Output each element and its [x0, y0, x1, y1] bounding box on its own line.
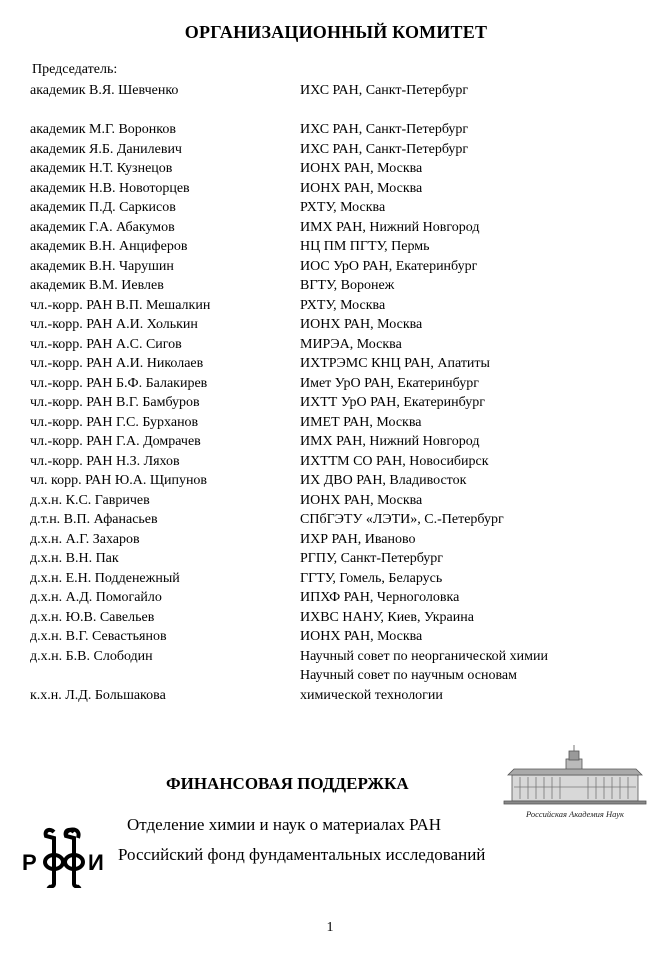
- member-name: д.т.н. В.П. Афанасьев: [30, 512, 158, 527]
- member-row: [0, 354, 672, 373]
- member-organization: ВГТУ, Воронеж: [300, 278, 395, 293]
- member-name: чл.-корр. РАН В.Г. Бамбуров: [30, 395, 200, 410]
- member-organization: ИОНХ РАН, Москва: [300, 629, 423, 644]
- member-organization: ИОНХ РАН, Москва: [300, 161, 423, 176]
- member-organization: МИРЭА, Москва: [300, 336, 402, 352]
- member-name: чл.-корр. РАН А.С. Сигов: [30, 336, 182, 352]
- member-name: академик Г.А. Абакумов: [30, 219, 175, 235]
- member-organization: РХТУ, Москва: [300, 200, 386, 215]
- member-name: д.х.н. К.С. Гавричев: [30, 492, 150, 508]
- member-name: д.х.н. В.Г. Севастьянов: [30, 629, 167, 644]
- member-name: академик В.М. Иевлев: [30, 278, 164, 293]
- member-name: чл.-корр. РАН А.И. Холькин: [30, 317, 198, 332]
- member-organization: НЦ ПМ ПГТУ, Пермь: [300, 239, 430, 254]
- member-organization: ИХТТМ СО РАН, Новосибирск: [300, 453, 489, 469]
- member-row: [0, 120, 672, 139]
- member-row: [0, 608, 672, 627]
- member-name: чл.-корр. РАН Б.Ф. Балакирев: [30, 375, 208, 391]
- member-row: [0, 257, 672, 276]
- rffi-logo-letter-r: Р: [22, 850, 37, 875]
- member-name: чл.-корр. РАН Н.З. Ляхов: [30, 453, 180, 469]
- member-name: чл.-корр. РАН Г.А. Домрачев: [30, 434, 201, 449]
- member-row: [0, 549, 672, 568]
- ran-logo-script: Российская Академия Наук: [526, 809, 624, 819]
- member-row: [0, 140, 672, 159]
- member-row: [0, 471, 672, 490]
- financial-support-rffi: Российский фонд фундаментальных исследований: [118, 845, 486, 864]
- member-organization: ИХС РАН, Санкт-Петербург: [300, 122, 469, 137]
- financial-support-ran: Отделение химии и наук о материалах РАН: [127, 815, 442, 834]
- member-name: д.х.н. Б.В. Слободин: [30, 648, 153, 664]
- member-organization: ИХС РАН, Санкт-Петербург: [300, 141, 469, 157]
- member-organization: ИХТТ УрО РАН, Екатеринбург: [300, 395, 485, 410]
- member-organization: Научный совет по научным основам: [300, 668, 517, 683]
- member-organization: ИХ ДВО РАН, Владивосток: [300, 473, 467, 488]
- member-row: [0, 374, 672, 393]
- member-organization: ИМХ РАН, Нижний Новгород: [300, 434, 480, 449]
- member-row: [0, 198, 672, 217]
- member-row: [0, 686, 672, 705]
- member-name: д.х.н. Ю.В. Савельев: [30, 609, 155, 625]
- financial-support-title: ФИНАНСОВАЯ ПОДДЕРЖКА: [166, 774, 409, 793]
- chair-label: Председатель:: [32, 62, 118, 77]
- member-name: академик В.Н. Анциферов: [30, 239, 188, 254]
- member-row: [0, 413, 672, 432]
- member-name: к.х.н. Л.Д. Большакова: [30, 687, 166, 703]
- member-row: [0, 179, 672, 198]
- member-name: академик Н.Т. Кузнецов: [30, 161, 173, 176]
- member-row: [0, 218, 672, 237]
- member-organization: Научный совет по неорганической химии: [300, 648, 548, 664]
- member-name: чл.-корр. РАН Г.С. Бурханов: [30, 414, 199, 430]
- member-organization: ИХВС НАНУ, Киев, Украина: [300, 609, 474, 625]
- member-name: д.х.н. В.Н. Пак: [30, 551, 119, 566]
- member-row: [0, 510, 672, 529]
- member-name: академик В.Н. Чарушин: [30, 258, 174, 274]
- member-organization: ИОС УрО РАН, Екатеринбург: [300, 258, 478, 274]
- member-organization: ИМЕТ РАН, Москва: [300, 414, 422, 430]
- member-name: академик М.Г. Воронков: [30, 122, 177, 137]
- member-name: академик Я.Б. Данилевич: [30, 141, 182, 157]
- member-row: [0, 237, 672, 256]
- member-row: [0, 432, 672, 451]
- member-row: [0, 335, 672, 354]
- member-organization: ИОНХ РАН, Москва: [300, 317, 423, 332]
- member-organization: Имет УрО РАН, Екатеринбург: [300, 375, 479, 391]
- member-row: [0, 159, 672, 178]
- committee-title: ОРГАНИЗАЦИОННЫЙ КОМИТЕТ: [184, 22, 488, 42]
- member-row: [0, 627, 672, 646]
- member-organization: ГГТУ, Гомель, Беларусь: [300, 570, 443, 586]
- member-row: [0, 296, 672, 315]
- member-name: д.х.н. А.Г. Захаров: [30, 531, 140, 547]
- member-name: чл.-корр. РАН А.И. Николаев: [30, 356, 204, 371]
- member-row: [0, 452, 672, 471]
- member-organization: ИХС РАН, Санкт-Петербург: [300, 83, 469, 98]
- member-organization: ИХТРЭМС КНЦ РАН, Апатиты: [300, 356, 490, 371]
- member-name: д.х.н. Е.Н. Подденежный: [30, 570, 180, 586]
- page-number: 1: [326, 920, 334, 935]
- member-name: д.х.н. А.Д. Помогайло: [30, 590, 162, 605]
- member-organization: ИОНХ РАН, Москва: [300, 492, 423, 508]
- member-row: [0, 81, 672, 100]
- rffi-logo: [22, 824, 122, 888]
- member-row: [0, 393, 672, 412]
- member-name: чл. корр. РАН Ю.А. Щипунов: [30, 473, 208, 488]
- member-organization: ИОНХ РАН, Москва: [300, 180, 423, 196]
- member-row: [0, 569, 672, 588]
- member-row: [0, 530, 672, 549]
- member-row: [0, 588, 672, 607]
- member-row: [0, 276, 672, 295]
- member-name: академик П.Д. Саркисов: [30, 200, 176, 215]
- member-organization: ИМХ РАН, Нижний Новгород: [300, 219, 480, 235]
- member-organization: РХТУ, Москва: [300, 297, 386, 313]
- member-row: [0, 666, 672, 685]
- member-row: [0, 647, 672, 666]
- member-name: чл.-корр. РАН В.П. Мешалкин: [30, 297, 211, 313]
- member-row: [0, 315, 672, 334]
- member-organization: ИХР РАН, Иваново: [300, 531, 416, 547]
- rffi-logo-letter-i: И: [88, 850, 104, 875]
- member-organization: РГПУ, Санкт-Петербург: [300, 551, 444, 566]
- ran-building-logo: [496, 745, 654, 825]
- member-name: академик Н.В. Новоторцев: [30, 180, 190, 196]
- member-row: [0, 491, 672, 510]
- member-name: академик В.Я. Шевченко: [30, 83, 179, 98]
- member-organization: СПбГЭТУ «ЛЭТИ», С.-Петербург: [300, 512, 504, 527]
- member-organization: химической технологии: [300, 687, 443, 703]
- member-organization: ИПХФ РАН, Черноголовка: [300, 590, 460, 605]
